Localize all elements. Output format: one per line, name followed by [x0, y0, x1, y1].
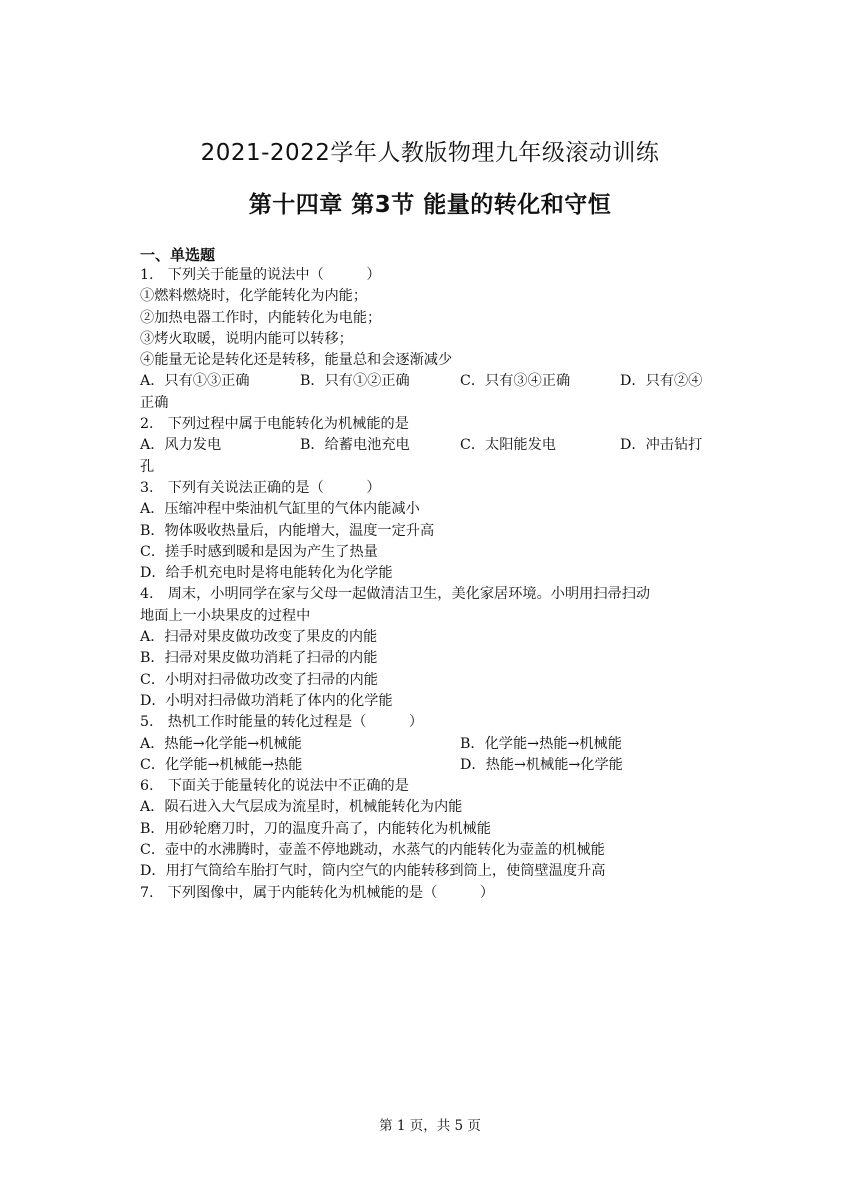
page-footer: 第 1 页，共 5 页	[379, 1118, 481, 1134]
question-6-stem: 6. 下面关于能量转化的说法中不正确的是	[140, 778, 409, 795]
question-6-option-d: D．用打气筒给车胎打气时，筒内空气的内能转移到筒上，使筒壁温度升高	[140, 863, 606, 880]
option-a: A．只有①③正确	[140, 373, 250, 390]
chapter-title: 第十四章 第3节 能量的转化和守恒	[248, 192, 612, 218]
question-4-option-c: C．小明对扫帚做功改变了扫帚的内能	[140, 671, 378, 688]
question-5-options-row-1	[140, 734, 725, 755]
question-3-option-a: A．压缩冲程中柴油机气缸里的气体内能减小	[140, 501, 420, 518]
option-b: B．只有①②正确	[300, 373, 410, 390]
question-6-option-b: B．用砂轮磨刀时，刀的温度升高了，内能转化为机械能	[140, 820, 491, 837]
question-1-options	[140, 371, 725, 392]
question-6-option-a: A．陨石进入大气层成为流星时，机械能转化为内能	[140, 799, 463, 816]
question-1-stem: 1. 下列关于能量的说法中（ ）	[140, 267, 381, 283]
option-d: D．热能→机械能→化学能	[460, 756, 623, 773]
question-1-statement-2: ②加热电器工作时，内能转化为电能；	[140, 309, 382, 326]
option-b: B．化学能→热能→机械能	[460, 735, 622, 752]
question-7-stem: 7. 下列图像中，属于内能转化为机械能的是（ ）	[140, 884, 495, 901]
question-6-option-c: C．壶中的水沸腾时，壶盖不停地跳动，水蒸气的内能转化为壶盖的机械能	[140, 842, 605, 859]
option-c: C．化学能→机械能→热能	[140, 756, 303, 773]
question-4-stem-continued: 地面上一小块果皮的过程中	[140, 607, 311, 624]
question-2-stem: 2. 下列过程中属于电能转化为机械能的是	[140, 416, 409, 433]
question-3-option-c: C．搓手时感到暖和是因为产生了热量	[140, 543, 378, 560]
section-heading: 一、单选题	[140, 246, 216, 264]
question-4-option-a: A．扫帚对果皮做功改变了果皮的内能	[140, 629, 378, 646]
question-4-option-b: B．扫帚对果皮做功消耗了扫帚的内能	[140, 650, 378, 667]
question-3-stem: 3. 下列有关说法正确的是（ ）	[140, 479, 381, 496]
question-1-statement-4: ④能量无论是转化还是转移，能量总和会逐渐减少	[140, 352, 453, 369]
question-1-statement-3: ③烤火取暖，说明内能可以转移；	[140, 330, 353, 347]
document-title: 2021-2022学年人教版物理九年级滚动训练	[200, 140, 660, 166]
question-3-option-d: D．给手机充电时是将电能转化为化学能	[140, 565, 393, 582]
option-d: D．冲击钻打	[620, 437, 703, 454]
option-b: B．给蓄电池充电	[300, 437, 410, 454]
option-d: D．只有②④	[620, 373, 703, 390]
question-4-option-d: D．小明对扫帚做功消耗了体内的化学能	[140, 692, 393, 709]
question-5-stem: 5. 热机工作时能量的转化过程是（ ）	[140, 714, 424, 731]
question-5-options-row-2	[140, 755, 725, 776]
option-a: A．热能→化学能→机械能	[140, 735, 302, 752]
question-2-option-d-continued: 孔	[140, 458, 155, 475]
question-4-stem: 4. 周末，小明同学在家与父母一起做清洁卫生，美化家居环境。小明用扫帚扫动	[140, 586, 651, 603]
option-a: A．风力发电	[140, 437, 222, 454]
option-c: C．只有③④正确	[460, 373, 571, 390]
question-3-option-b: B．物体吸收热量后，内能增大，温度一定升高	[140, 522, 435, 539]
option-c: C．太阳能发电	[460, 437, 556, 454]
question-1-option-d-continued: 正确	[140, 394, 169, 411]
question-list	[140, 265, 725, 904]
question-2-options	[140, 435, 725, 456]
question-1-statement-1: ①燃料燃烧时，化学能转化为内能；	[140, 288, 368, 305]
